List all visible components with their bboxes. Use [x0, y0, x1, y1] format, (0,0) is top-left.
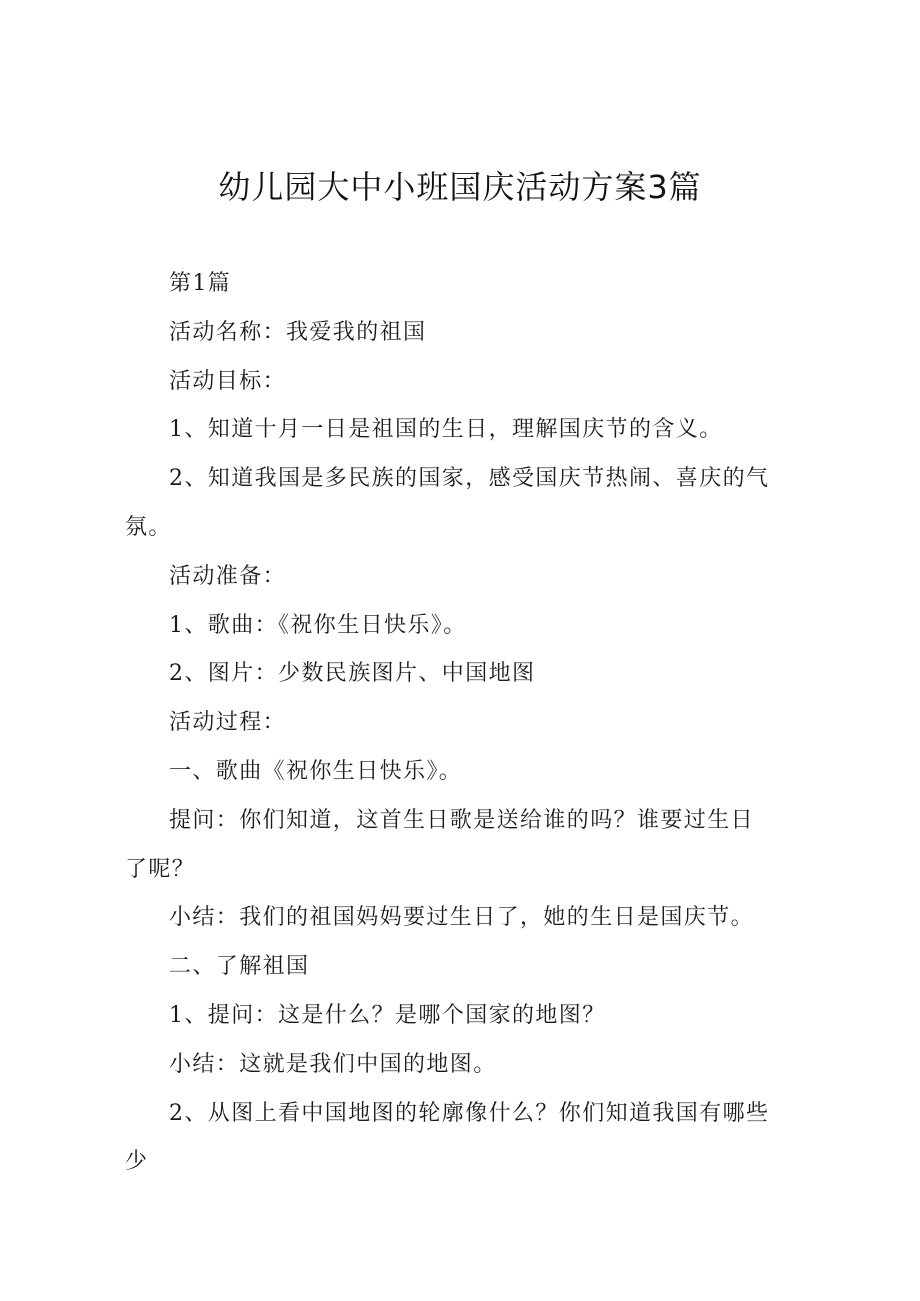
document-title: 幼儿园大中小班国庆活动方案3篇 — [218, 168, 702, 206]
paragraph: 第1篇 — [169, 271, 232, 296]
paragraph: 提问：你们知道，这首生日歌是送给谁的吗？谁要过生日了呢？ — [125, 807, 755, 882]
paragraph: 活动目标： — [169, 368, 287, 394]
paragraph: 2、从图上看中国地图的轮廓像什么？你们知道我国有哪些少 — [125, 1100, 770, 1175]
paragraph: 小结：这就是我们中国的地图。 — [169, 1051, 497, 1077]
paragraph: 1、歌曲：《祝你生日快乐》。 — [169, 612, 467, 638]
document-body — [125, 260, 775, 1187]
paragraph: 2、知道我国是多民族的国家，感受国庆节热闹、喜庆的气氛。 — [125, 466, 770, 540]
paragraph: 二、了解祖国 — [169, 954, 310, 980]
paragraph: 小结：我们的祖国妈妈要过生日了，她的生日是国庆节。 — [169, 905, 755, 931]
paragraph: 活动过程： — [169, 710, 287, 736]
paragraph: 一、歌曲《祝你生日快乐》。 — [169, 758, 463, 784]
paragraph: 1、提问：这是什么？是哪个国家的地图？ — [169, 1002, 606, 1028]
paragraph: 2、图片：少数民族图片、中国地图 — [169, 661, 536, 687]
paragraph: 活动准备： — [169, 563, 287, 589]
paragraph: 活动名称：我爱我的祖国 — [169, 319, 427, 345]
paragraph: 1、知道十月一日是祖国的生日，理解国庆节的含义。 — [169, 417, 723, 443]
